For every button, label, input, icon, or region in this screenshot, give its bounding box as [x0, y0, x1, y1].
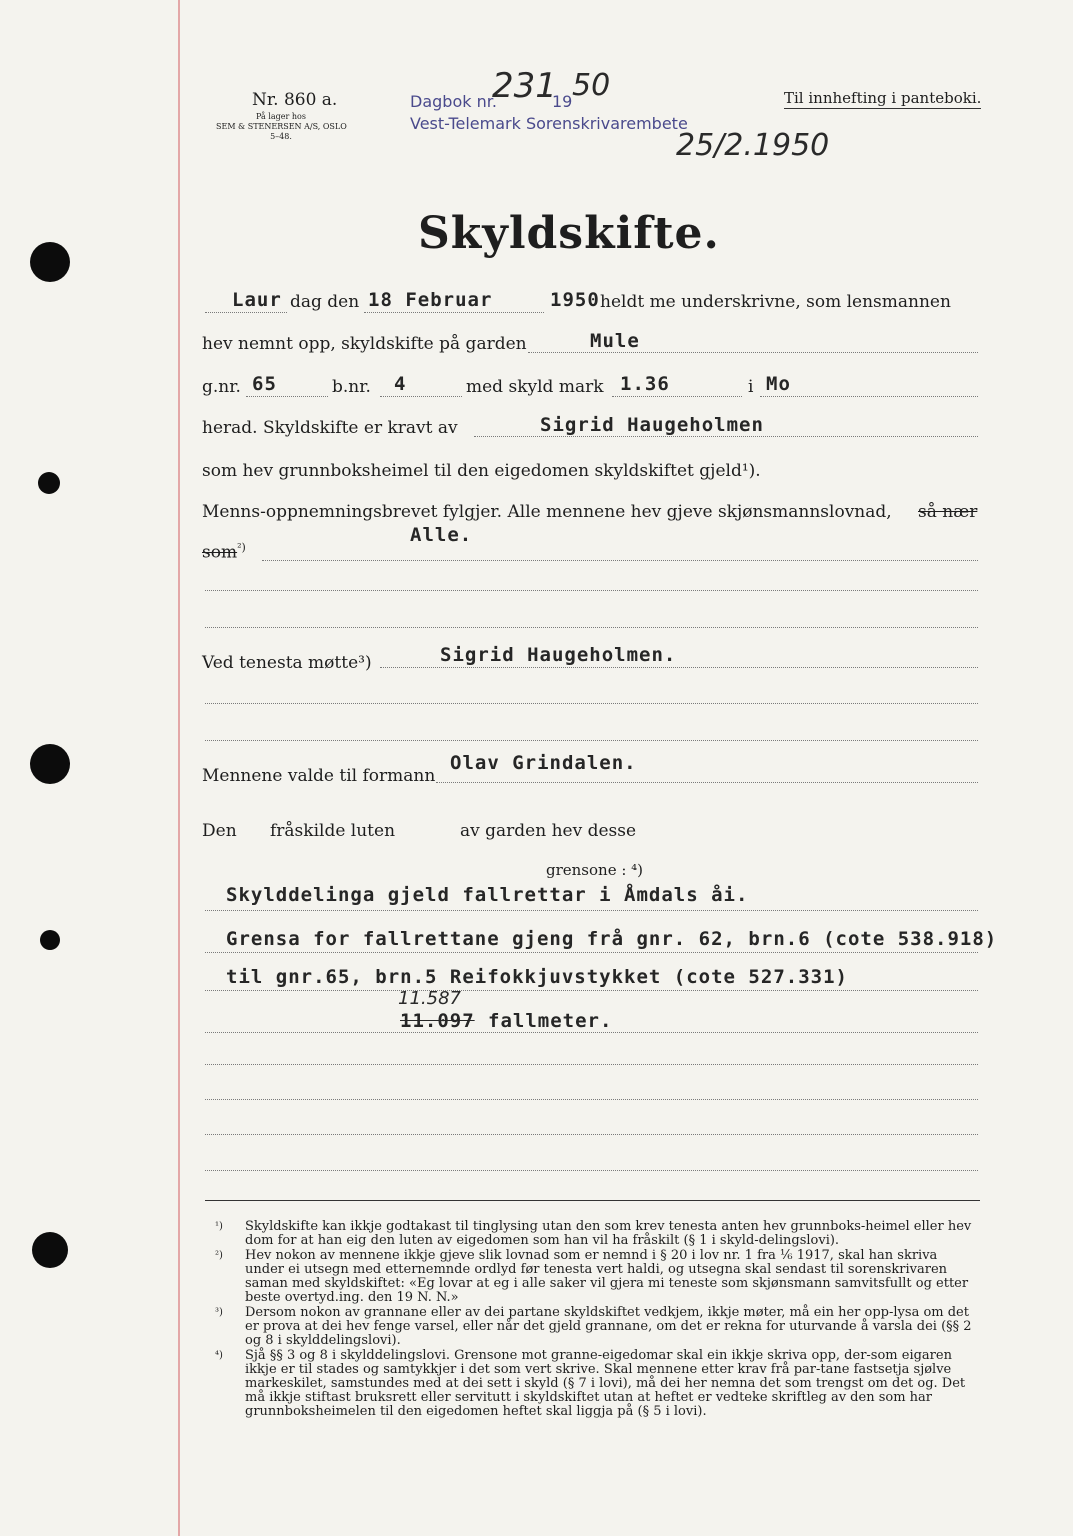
footnote: ¹) Skyldskifte kan ikkje godtakast til tinglysing utan den som krev tenesta anten hev grunnboks-heimel eller hev dom for at han eig den luten av eigedomen som han vil ha fråskilt (§ 1 i skyld-delingslovi). — [215, 1219, 972, 1248]
fill-line — [205, 740, 978, 741]
footnote: ³) Dersom nokon av grannane eller av dei partane skyldskiftet vedkjem, ikkje møter, må ein her opp-lysa om det er prova at dei hev fenge varsel, eller når det gjeld grannane, om det er rekna for uturvande å varsla dei (§§ 2 og 8 i skylddelingslovi). — [215, 1305, 972, 1348]
label-bnr: b.nr. — [332, 377, 371, 397]
stamp-dagbok-label: Dagbok nr. — [410, 92, 497, 111]
typed-bnr: 4 — [394, 373, 407, 395]
label-kravt-av: herad. Skyldskifte er kravt av — [202, 418, 458, 438]
fill-line — [528, 352, 978, 353]
binder-hole — [30, 744, 70, 784]
label-grunnboksheimel: som hev grunnboksheimel til den eigedomen skyldskiftet gjeld¹). — [202, 461, 761, 481]
fill-line — [205, 1099, 978, 1100]
binder-hole — [30, 242, 70, 282]
fill-line — [205, 990, 978, 991]
binder-hole — [40, 930, 60, 950]
year-suffix: 50 — [572, 68, 611, 103]
typed-gnr: 65 — [252, 373, 277, 395]
fill-line — [262, 560, 978, 561]
binder-hole — [32, 1232, 68, 1268]
footnotes — [205, 1220, 980, 1420]
top-right-note: Til innhefting i panteboki. — [784, 89, 982, 107]
binder-hole — [38, 472, 60, 494]
fill-line — [205, 1032, 978, 1033]
typed-boundary-line-1: Skylddelinga gjeld fallrettar i Åmdals åi. — [226, 884, 749, 906]
label-gnr: g.nr. — [202, 377, 241, 397]
stamp-office: Vest-Telemark Sorenskrivarembete — [410, 114, 688, 133]
typed-chairman: Olav Grindalen. — [450, 752, 637, 774]
fill-line — [364, 312, 544, 313]
struck-sa-naer: så nær — [918, 502, 978, 522]
typed-year: 1950 — [550, 289, 600, 311]
footnote: ⁴) Sjå §§ 3 og 8 i skylddelingslovi. Grensone mot granne-eigedomar skal ein ikkje skriva opp, der-som eigaren ikkje er til stades og samtykkjer i det som vert skrive. Skal mennene etter krav frå par-tane fastsetja sjølve markeskilet, samstundes med at dei sett i skyld (§ 7 i lovi), må dei her nemna det som trengst om det og. Det må ikkje stiftast bruksrett eller servitutt i skyldskiftet utan at heftet er vedteke skriftleg av den som har grunnboksheimelen til den eigedomen heftet skal liggja på (§ 5 i lovi). — [215, 1348, 966, 1419]
fill-line — [205, 1134, 978, 1135]
fill-line — [380, 396, 462, 397]
handwritten-correction: 11.587 — [398, 988, 461, 1009]
footnote: ²) Hev nokon av mennene ikkje gjeve slik lovnad som er nemnd i § 20 i lov nr. 1 fra ⅙ 1917, skal han skriva under ei utsegn med etternemnde ordlyd før tenesta vert haldi, og utsegna skal sendast til sorenskrivaren saman med skyldskiftet: «Eg lovar at eg i alle saker vil gjera mi teneste som skjønsmann samvitsfullt og etter beste overtyd.ing. den 19 N. N.» — [215, 1248, 969, 1305]
label-av-garden: av garden hev desse — [460, 821, 637, 841]
typed-attended: Sigrid Haugeholmen. — [440, 644, 677, 666]
fill-line — [205, 312, 287, 313]
fill-line — [760, 396, 978, 397]
fill-line — [474, 436, 978, 437]
typed-mark: 1.36 — [620, 373, 670, 395]
label-formann: Mennene valde til formann — [202, 766, 436, 786]
label-i: i — [748, 377, 754, 397]
fill-line — [612, 396, 742, 397]
document-title: Skyldskifte. — [418, 208, 720, 259]
typed-boundary-line-2: Grensa for fallrettane gjeng frå gnr. 62, brn.6 (cote 538.918) — [226, 928, 998, 950]
typed-day: Laur — [232, 289, 282, 311]
footnote-divider — [205, 1200, 980, 1201]
label-fraskilde-luten: fråskilde luten — [270, 821, 396, 841]
fill-line — [205, 627, 978, 628]
label-dag-den: dag den — [290, 292, 360, 312]
fill-line — [246, 396, 328, 397]
typed-boundary-line-4: fallmeter. — [488, 1010, 613, 1032]
label-skyldskifte-garden: hev nemnt opp, skyldskifte på garden — [202, 334, 527, 354]
fill-line — [380, 667, 978, 668]
typed-farm: Mule — [590, 330, 640, 352]
label-grensone: grensone : ⁴) — [546, 861, 644, 879]
typed-alle: Alle. — [410, 524, 473, 546]
label-skyld-mark: med skyld mark — [466, 377, 604, 397]
publisher-imprint: På lager hos SEM & STENERSEN A/S, OSLO 5–48. — [216, 112, 347, 141]
margin-line — [178, 0, 180, 1536]
fill-line — [205, 1064, 978, 1065]
handwritten-date: 25/2.1950 — [676, 128, 830, 163]
dagbok-number: 231 — [492, 66, 557, 106]
typed-herad: Mo — [766, 373, 791, 395]
label-ved-tenesta: Ved tenesta møtte³) — [202, 653, 372, 673]
fill-line — [205, 590, 978, 591]
fill-line — [205, 1170, 978, 1171]
typed-boundary-line-3: til gnr.65, brn.5 Reifokkjuvstykket (cote 527.331) — [226, 966, 848, 988]
label-heldt: heldt me underskrivne, som lensmannen — [600, 292, 951, 312]
fill-line — [205, 952, 978, 953]
struck-value: 11.097 — [400, 1010, 475, 1032]
label-som: som$^{^2)}$ — [202, 541, 246, 563]
label-den: Den — [202, 821, 237, 841]
form-number: Nr. 860 a. — [252, 90, 338, 110]
stamp-year-prefix: 19 — [552, 92, 573, 111]
label-menns-oppnemning: Menns-oppnemningsbrevet fylgjer. Alle mennene hev gjeve skjønsmannslovnad, — [202, 502, 892, 522]
fill-line — [205, 703, 978, 704]
fill-line — [205, 910, 978, 911]
fill-line — [436, 782, 978, 783]
typed-requester: Sigrid Haugeholmen — [540, 414, 764, 436]
typed-date: 18 Februar — [368, 289, 493, 311]
